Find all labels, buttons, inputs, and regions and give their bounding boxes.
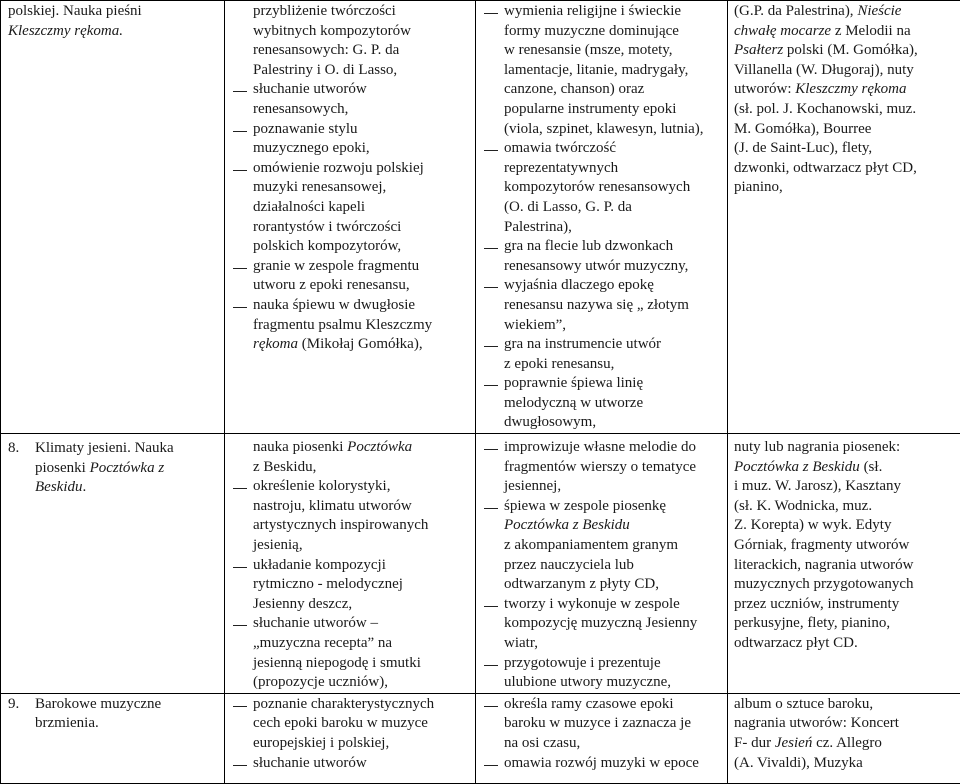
item-continuation: Pocztówka z Beskidu [482, 516, 723, 536]
item-continuation: fragmentów wierszy o tematyce [482, 458, 723, 478]
materials-cell [728, 434, 960, 694]
activities-cell [225, 434, 476, 694]
topic-cell [1, 693, 225, 783]
item-continuation: fragmentu psalmu Kleszczmy [231, 316, 471, 336]
outcomes-cell [476, 693, 728, 783]
item-continuation: (O. di Lasso, G. P. da [482, 198, 723, 218]
item-continuation: jesienią, [231, 536, 471, 556]
bullet-item: omawia twórczość [482, 139, 723, 159]
bullet-item: poznanie charakterystycznych [231, 695, 471, 715]
topic-line: polskiej. Nauka pieśni [8, 2, 220, 22]
materials-line: album o sztuce baroku, [734, 695, 956, 715]
materials-line: (sł. pol. J. Kochanowski, muz. [734, 100, 956, 120]
materials-line: M. Gomółka), Bourree [734, 120, 956, 140]
item-continuation: wiekiem”, [482, 316, 723, 336]
topic-line: Beskidu. [35, 478, 220, 498]
item-continuation: polskich kompozytorów, [231, 237, 471, 257]
item-continuation: muzyki renesansowej, [231, 178, 471, 198]
materials-line: Psałterz polski (M. Gomółka), [734, 41, 956, 61]
topic-line: Kleszczmy rękoma. [8, 22, 220, 42]
item-continuation: jesienną niepogodę i smutki [231, 654, 471, 674]
item-continuation: z epoki renesansu, [482, 355, 723, 375]
item-continuation: renesansowy utwór muzyczny, [482, 257, 723, 277]
item-continuation: z akompaniamentem granym [482, 536, 723, 556]
item-continuation: kompozycję muzyczną Jesienny [482, 614, 723, 634]
activities-cell [225, 693, 476, 783]
activities-cell [225, 1, 476, 434]
bullet-item: wymienia religijne i świeckie [482, 2, 723, 22]
item-continuation: melodyczną w utworze [482, 394, 723, 414]
materials-line: chwałę mocarze z Melodii na [734, 22, 956, 42]
item-continuation: kompozytorów renesansowych [482, 178, 723, 198]
bullet-item: słuchanie utworów [231, 80, 471, 100]
materials-cell [728, 1, 960, 434]
item-continuation: artystycznych inspirowanych [231, 516, 471, 536]
bullet-item: omówienie rozwoju polskiej [231, 159, 471, 179]
item-continuation: na osi czasu, [482, 734, 723, 754]
item-continuation: rękoma (Mikołaj Gomółka), [231, 335, 471, 355]
item-continuation: muzycznego epoki, [231, 139, 471, 159]
materials-line: przez uczniów, instrumenty [734, 595, 956, 615]
item-continuation: wiatr, [482, 634, 723, 654]
item-continuation: renesansowych: G. P. da [231, 41, 471, 61]
outcomes-cell [476, 434, 728, 694]
item-continuation: renesansu nazywa się „ złotym [482, 296, 723, 316]
item-continuation: (propozycje uczniów), [231, 673, 471, 693]
item-continuation: działalności kapeli [231, 198, 471, 218]
bullet-item: gra na instrumencie utwór [482, 335, 723, 355]
item-continuation: cech epoki baroku w muzyce [231, 714, 471, 734]
topic-number: 8. Klimaty jesieni. Nauka piosenki Pocztówka z Beskidu. [8, 439, 220, 498]
item-continuation: rorantystów i twórczości [231, 218, 471, 238]
item-continuation: jesiennej, [482, 477, 723, 497]
item-continuation: przez nauczyciela lub [482, 556, 723, 576]
item-continuation: wybitnych kompozytorów [231, 22, 471, 42]
topic-number: 9. Barokowe muzyczne brzmienia. [8, 695, 220, 734]
bullet-item: nauka śpiewu w dwugłosie [231, 296, 471, 316]
item-continuation: (viola, szpinet, klawesyn, lutnia), [482, 120, 723, 140]
materials-line: odtwarzacz płyt CD. [734, 634, 956, 654]
bullet-item: improwizuje własne melodie do [482, 438, 723, 458]
item-continuation: przybliżenie twórczości [231, 2, 471, 22]
bullet-item: słuchanie utworów [231, 754, 471, 774]
materials-line: nuty lub nagrania piosenek: [734, 438, 956, 458]
bullet-item: słuchanie utworów – [231, 614, 471, 634]
materials-line: literackich, nagrania utworów [734, 556, 956, 576]
item-continuation: canzone, chanson) oraz [482, 80, 723, 100]
bullet-item: poprawnie śpiewa linię [482, 374, 723, 394]
materials-line: Villanella (W. Długoraj), nuty [734, 61, 956, 81]
item-continuation: Palestriny i O. di Lasso, [231, 61, 471, 81]
bullet-item: wyjaśnia dlaczego epokę [482, 276, 723, 296]
list-item: nauka piosenki Pocztówka [231, 438, 471, 458]
bullet-item: śpiewa w zespole piosenkę [482, 497, 723, 517]
materials-line: Górniak, fragmenty utworów [734, 536, 956, 556]
item-continuation: reprezentatywnych [482, 159, 723, 179]
bullet-item: omawia rozwój muzyki w epoce [482, 754, 723, 774]
item-continuation: popularne instrumenty epoki [482, 100, 723, 120]
materials-line: F- dur Jesień cz. Allegro [734, 734, 956, 754]
item-continuation: w renesansie (msze, motety, [482, 41, 723, 61]
item-continuation: utworu z epoki renesansu, [231, 276, 471, 296]
materials-line: (J. de Saint-Luc), flety, [734, 139, 956, 159]
item-continuation: „muzyczna recepta” na [231, 634, 471, 654]
materials-line: Z. Korepta) w wyk. Edyty [734, 516, 956, 536]
materials-line: perkusyjne, flety, pianino, [734, 614, 956, 634]
topic-cell [1, 434, 225, 694]
item-continuation: baroku w muzyce i zaznacza je [482, 714, 723, 734]
materials-line: utworów: Kleszczmy rękoma [734, 80, 956, 100]
materials-line: muzycznych przygotowanych [734, 575, 956, 595]
bullet-item: granie w zespole fragmentu [231, 257, 471, 277]
outcomes-cell [476, 1, 728, 434]
materials-line: Pocztówka z Beskidu (sł. [734, 458, 956, 478]
item-continuation: renesansowych, [231, 100, 471, 120]
item-continuation: formy muzyczne dominujące [482, 22, 723, 42]
topic-line: Klimaty jesieni. Nauka [35, 439, 220, 459]
bullet-item: określenie kolorystyki, [231, 477, 471, 497]
materials-cell [728, 693, 960, 783]
materials-line: (sł. K. Wodnicka, muz. [734, 497, 956, 517]
item-continuation: dwugłosowym, [482, 413, 723, 433]
item-continuation: z Beskidu, [231, 458, 471, 478]
item-continuation: nastroju, klimatu utworów [231, 497, 471, 517]
topic-cell [1, 1, 225, 434]
item-continuation: lamentacje, litanie, madrygały, [482, 61, 723, 81]
item-continuation: odtwarzanym z płyty CD, [482, 575, 723, 595]
materials-line: nagrania utworów: Koncert [734, 714, 956, 734]
materials-line: i muz. W. Jarosz), Kasztany [734, 477, 956, 497]
bullet-item: poznawanie stylu [231, 120, 471, 140]
materials-line: (G.P. da Palestrina), Nieście [734, 2, 956, 22]
bullet-item: określa ramy czasowe epoki [482, 695, 723, 715]
bullet-item: przygotowuje i prezentuje [482, 654, 723, 674]
materials-line: pianino, [734, 178, 956, 198]
materials-line: (A. Vivaldi), Muzyka [734, 754, 956, 774]
materials-line: dzwonki, odtwarzacz płyt CD, [734, 159, 956, 179]
topic-line: brzmienia. [35, 714, 220, 734]
topic-line: Barokowe muzyczne [35, 695, 220, 715]
topic-line: piosenki Pocztówka z [35, 459, 220, 479]
item-continuation: Jesienny deszcz, [231, 595, 471, 615]
bullet-item: tworzy i wykonuje w zespole [482, 595, 723, 615]
bullet-item: układanie kompozycji [231, 556, 471, 576]
item-continuation: Palestrina), [482, 218, 723, 238]
bullet-item: gra na flecie lub dzwonkach [482, 237, 723, 257]
item-continuation: ulubione utwory muzyczne, [482, 673, 723, 693]
item-continuation: rytmiczno - melodycznej [231, 575, 471, 595]
item-continuation: europejskiej i polskiej, [231, 734, 471, 754]
